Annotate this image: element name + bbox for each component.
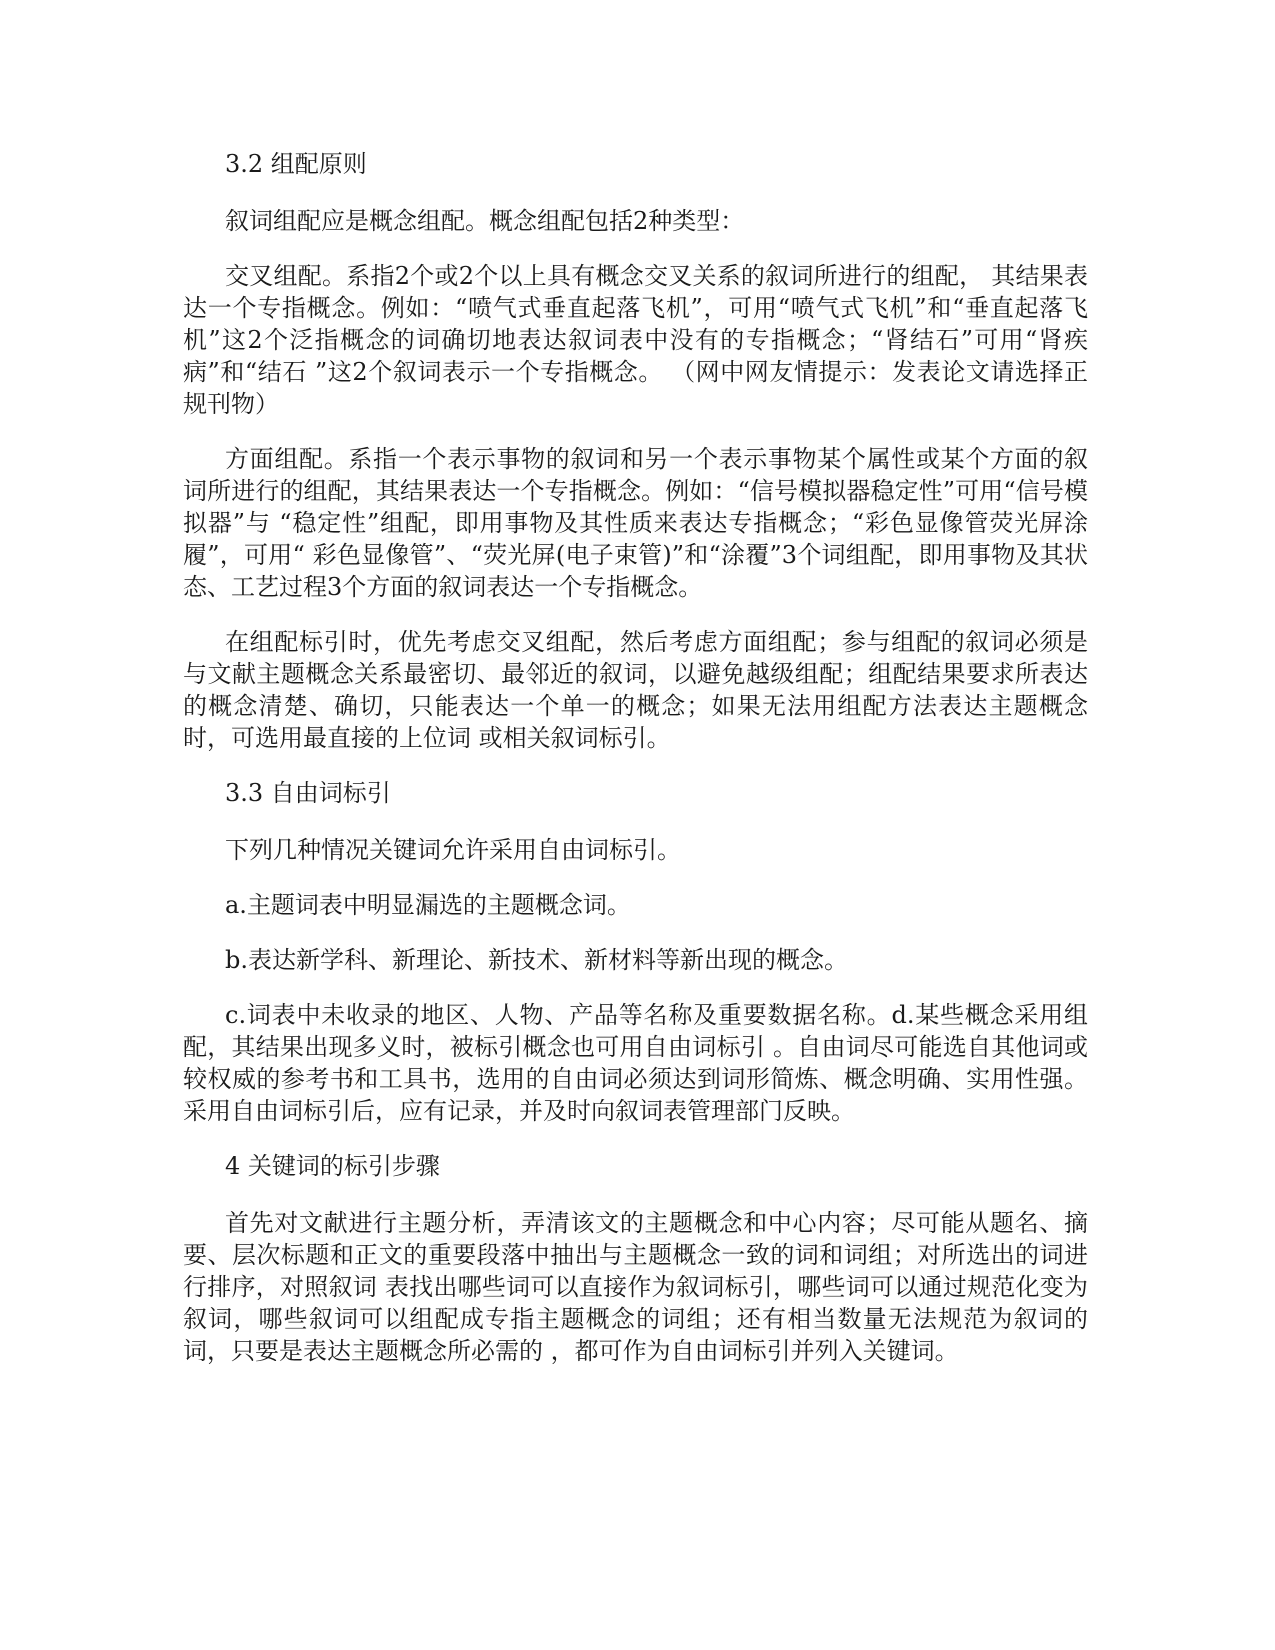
paragraph-indexing-steps: 首先对文献进行主题分析，弄清该文的主题概念和中心内容；尽可能从题名、摘要、层次标题和正文的重要段落中抽出与主题概念一致的词和词组；对所选出的词进行排序，对照叙词 表找出哪些词可以直接作为叙词标引，哪些词可以通过规范化变为叙词，哪些叙词可以组配成专指主题概念的词组；还有相当数量无法规范为叙词的词，只要是表达主题概念所必需的 ，都可作为自由词标引并列入关键词。 bbox=[183, 1209, 1088, 1365]
document-page bbox=[183, 148, 1088, 1390]
list-item-b: b.表达新学科、新理论、新技术、新材料等新出现的概念。 bbox=[225, 946, 848, 974]
paragraph-free-term-intro: 下列几种情况关键词允许采用自由词标引。 bbox=[225, 836, 681, 864]
list-item-c-d: c.词表中未收录的地区、人物、产品等名称及重要数据名称。d.某些概念采用组配，其结果出现多义时，被标引概念也可用自由词标引 。自由词尽可能选自其他词或较权威的参考书和工具书，选用的自由词必须达到词形简炼、概念明确、实用性强。采用自由词标引后，应有记录，并及时向叙词表管理部门反映。 bbox=[183, 1001, 1088, 1125]
paragraph-intro-combination: 叙词组配应是概念组配。概念组配包括2种类型： bbox=[225, 207, 745, 235]
section-heading-3-3: 3.3 自由词标引 bbox=[225, 779, 391, 807]
section-heading-3-2: 3.2 组配原则 bbox=[225, 150, 367, 178]
paragraph-cross-combination: 交叉组配。系指2个或2个以上具有概念交叉关系的叙词所进行的组配， 其结果表达一个专指概念。例如：“喷气式垂直起落飞机”，可用“喷气式飞机”和“垂直起落飞机”这2个泛指概念的词确切地表达叙词表中没有的专指概念；“肾结石”可用“肾疾病”和“结石 ”这2个叙词表示一个专指概念。 （网中网友情提示：发表论文请选择正规刊物） bbox=[183, 262, 1088, 418]
list-item-a: a.主题词表中明显漏选的主题概念词。 bbox=[225, 891, 631, 919]
paragraph-combination-indexing: 在组配标引时，优先考虑交叉组配，然后考虑方面组配；参与组配的叙词必须是与文献主题概念关系最密切、最邻近的叙词，以避免越级组配；组配结果要求所表达的概念清楚、确切，只能表达一个单一的概念；如果无法用组配方法表达主题概念时，可选用最直接的上位词 或相关叙词标引。 bbox=[183, 628, 1088, 752]
section-heading-4: 4 关键词的标引步骤 bbox=[225, 1152, 440, 1180]
paragraph-aspect-combination: 方面组配。系指一个表示事物的叙词和另一个表示事物某个属性或某个方面的叙词所进行的组配，其结果表达一个专指概念。例如：“信号模拟器稳定性”可用“信号模拟器”与 “稳定性”组配，即用事物及其性质来表达专指概念；“彩色显像管荧光屏涂履”，可用“ 彩色显像管”、“荧光屏(电子束管)”和“涂覆”3个词组配，即用事物及其状态、工艺过程3个方面的叙词表达一个专指概念。 bbox=[183, 445, 1088, 601]
